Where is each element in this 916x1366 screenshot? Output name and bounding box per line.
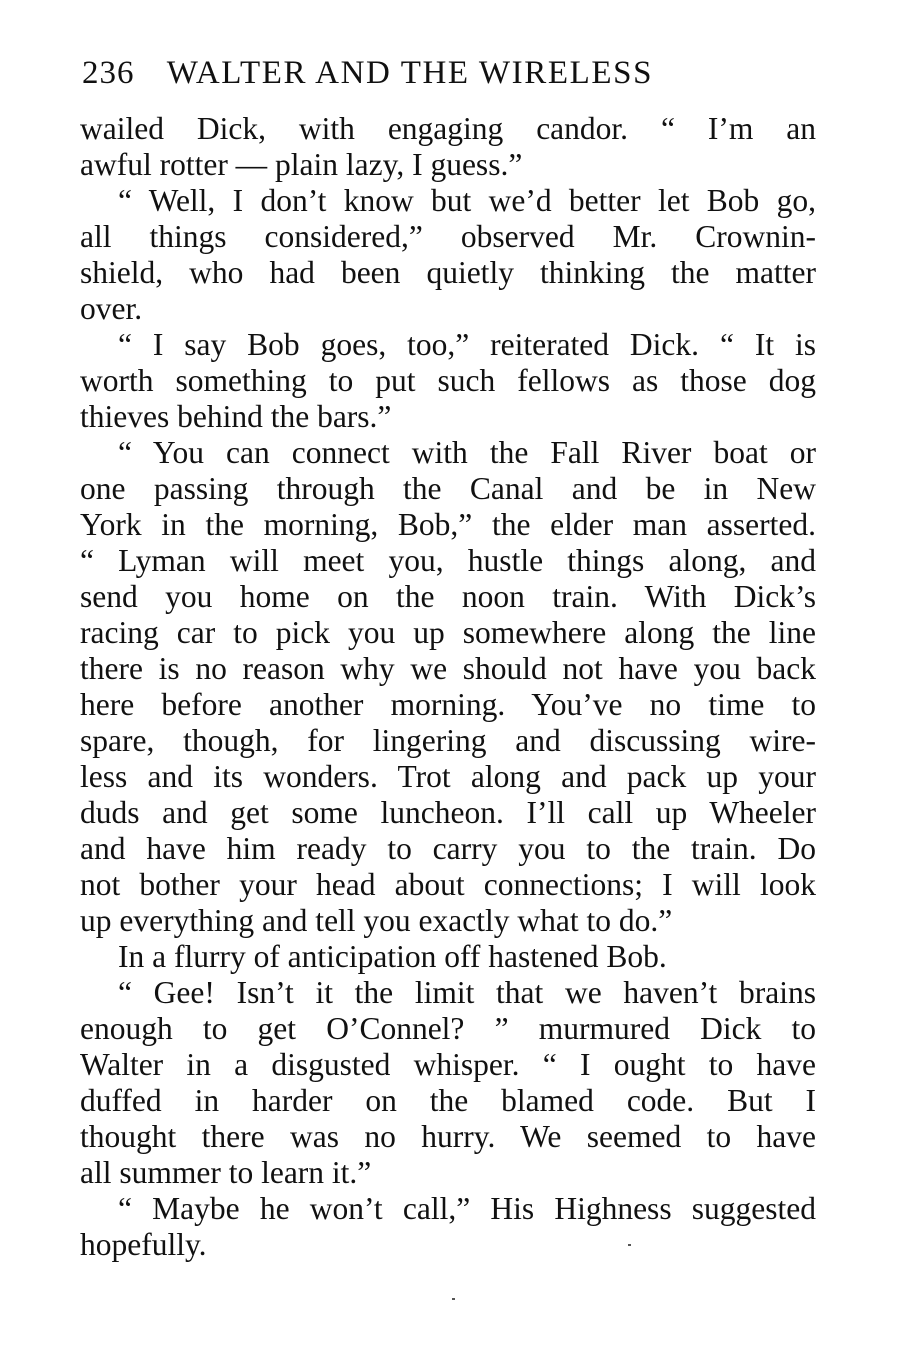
text-line: thought there was no hurry. We seemed to have	[80, 1119, 816, 1154]
page-number: 236	[82, 55, 135, 91]
text-line: worth something to put such fellows as those dog	[80, 363, 816, 398]
text-line: duffed in harder on the blamed code. But I	[80, 1083, 816, 1118]
text-line: “ I say Bob goes, too,” reiterated Dick. “ It is	[118, 327, 816, 362]
text-line: up everything and tell you exactly what to do.”	[80, 903, 673, 938]
text-line: “ Lyman will meet you, hustle things along, and	[80, 543, 816, 578]
text-line: shield, who had been quietly thinking the matter	[80, 255, 816, 290]
text-line: “ Gee! Isn’t it the limit that we haven’t brains	[118, 975, 816, 1010]
text-line: and have him ready to carry you to the train. Do	[80, 831, 816, 866]
text-line: all things considered,” observed Mr. Crownin-	[80, 219, 816, 254]
text-line: all summer to learn it.”	[80, 1155, 372, 1190]
running-title: WALTER AND THE WIRELESS	[166, 55, 654, 91]
text-line: In a flurry of anticipation off hastened Bob.	[118, 939, 667, 974]
text-line: there is no reason why we should not have you back	[80, 651, 816, 686]
text-line: Walter in a disgusted whisper. “ I ought to have	[80, 1047, 816, 1082]
text-line: enough to get O’Connel? ” murmured Dick to	[80, 1011, 816, 1046]
print-speck	[452, 1298, 455, 1300]
text-line: awful rotter — plain lazy, I guess.”	[80, 147, 523, 182]
text-line: duds and get some luncheon. I’ll call up Wheeler	[80, 795, 816, 830]
text-line: not bother your head about connections; I will look	[80, 867, 816, 902]
text-line: here before another morning. You’ve no time to	[80, 687, 816, 722]
text-line: spare, though, for lingering and discussing wire-	[80, 723, 816, 758]
text-line: “ Well, I don’t know but we’d better let Bob go,	[118, 183, 816, 218]
text-line: thieves behind the bars.”	[80, 399, 392, 434]
text-line: hopefully.	[80, 1227, 207, 1262]
text-line: “ You can connect with the Fall River boat or	[118, 435, 816, 470]
text-line: racing car to pick you up somewhere along the line	[80, 615, 816, 650]
print-speck	[628, 1244, 631, 1246]
text-line: less and its wonders. Trot along and pack up your	[80, 759, 816, 794]
text-line: send you home on the noon train. With Dick’s	[80, 579, 816, 614]
text-line: over.	[80, 291, 143, 326]
running-header	[82, 52, 822, 94]
text-line: “ Maybe he won’t call,” His Highness suggested	[118, 1191, 816, 1226]
body-text	[80, 111, 816, 1263]
text-line: one passing through the Canal and be in New	[80, 471, 816, 506]
text-line: wailed Dick, with engaging candor. “ I’m an	[80, 111, 816, 146]
text-line: York in the morning, Bob,” the elder man asserted.	[80, 507, 816, 542]
